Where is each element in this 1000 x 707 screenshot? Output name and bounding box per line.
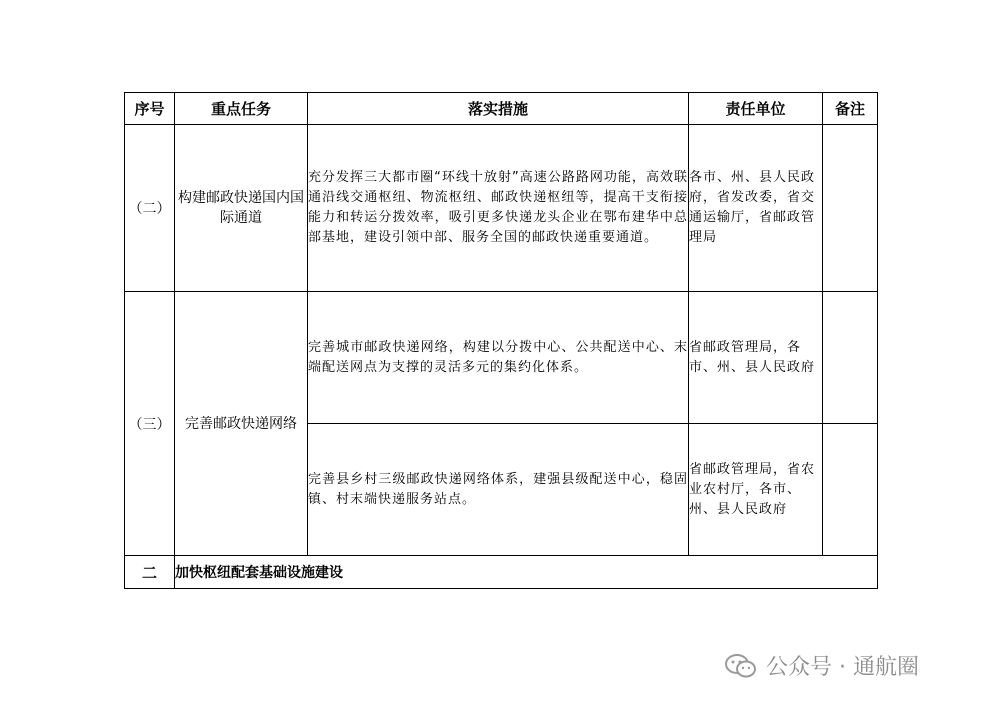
row-seq: （二） — [125, 125, 175, 292]
task-table — [124, 92, 878, 589]
row-remark — [823, 424, 878, 556]
row-task: 构建邮政快递国内国际通道 — [175, 125, 308, 292]
watermark-text: 公众号 · 通航圈 — [766, 655, 919, 680]
watermark — [724, 650, 919, 681]
header-task: 重点任务 — [175, 93, 308, 125]
table-row — [125, 125, 878, 292]
row-unit: 省邮政管理局，省农业农村厅，各市、州、县人民政府 — [689, 424, 823, 556]
section-number: 二 — [125, 556, 175, 589]
row-task: 完善邮政快递网络 — [175, 292, 308, 556]
row-unit: 各市、州、县人民政府，省发改委，省交通运输厅，省邮政管理局 — [689, 125, 823, 292]
header-unit: 责任单位 — [689, 93, 823, 125]
table-row — [125, 292, 878, 424]
row-measure: 充分发挥三大都市圈“环线十放射”高速公路路网功能，高效联通沿线交通枢纽、物流枢纽、邮政快递枢纽等，提高干支衔接能力和转运分拨效率，吸引更多快递龙头企业在鄂布建华中总部基地，建设引领中部、服务全国的邮政快递重要通道。 — [308, 125, 689, 292]
row-remark — [823, 292, 878, 424]
header-remark: 备注 — [823, 93, 878, 125]
header-measures: 落实措施 — [308, 93, 689, 125]
header-seq: 序号 — [125, 93, 175, 125]
row-measure: 完善县乡村三级邮政快递网络体系，建强县级配送中心，稳固镇、村末端快递服务站点。 — [308, 424, 689, 556]
section-row — [125, 556, 878, 589]
row-seq: （三） — [125, 292, 175, 556]
table-header-row — [125, 93, 878, 125]
row-unit: 省邮政管理局，各市、州、县人民政府 — [689, 292, 823, 424]
section-title: 加快枢纽配套基础设施建设 — [175, 556, 878, 589]
row-remark — [823, 125, 878, 292]
wechat-icon — [724, 652, 758, 680]
row-measure: 完善城市邮政快递网络，构建以分拨中心、公共配送中心、末端配送网点为支撑的灵活多元的集约化体系。 — [308, 292, 689, 424]
